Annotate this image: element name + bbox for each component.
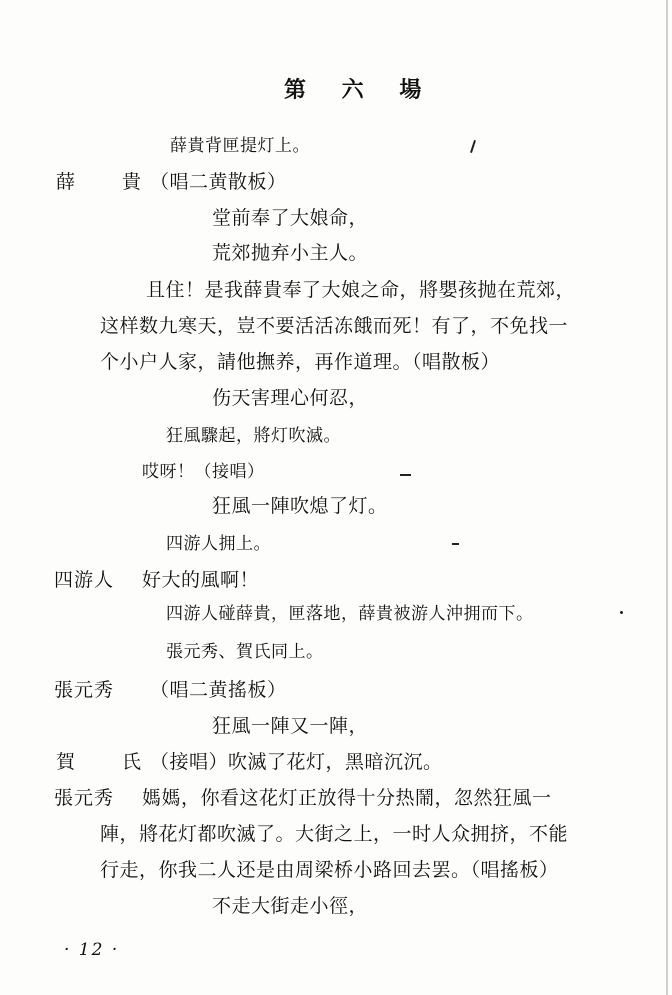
verse-line: 荒郊抛弃小主人。	[212, 242, 369, 264]
stage-direction: （唱二黄散板）	[150, 171, 287, 193]
verse-line: 狂風一陣又一陣，	[212, 715, 369, 737]
speaker-label: 薛 貴	[56, 171, 156, 193]
scene-title: 第 六 場	[284, 77, 436, 103]
dialogue-line: 个小户人家，請他撫养，再作道理。（唱散板）	[100, 351, 501, 373]
dialogue-line: 陣，將花灯都吹滅了。大街之上，一时人众拥挤，不能	[100, 823, 569, 845]
speaker-label: 賀 氏	[56, 751, 156, 773]
verse-line: 狂風一陣吹熄了灯。	[212, 495, 388, 517]
dialogue-line: 媽媽，你看这花灯正放得十分热鬧，忽然狂風一	[142, 787, 552, 809]
stray-mark	[452, 543, 459, 545]
dialogue-line: 这样数九寒天，豈不要活活冻餓而死！有了，不免找一	[100, 315, 569, 337]
dialogue-line: 且住！是我薛貴奉了大娘之命，將嬰孩抛在荒郊，	[146, 279, 576, 301]
page-number: · 12 ·	[64, 940, 120, 960]
page-edge	[666, 0, 668, 995]
dialogue-line: 好大的風啊！	[142, 569, 260, 591]
stray-mark	[400, 474, 411, 476]
dialogue-line: 哎呀！（接唱）	[142, 462, 265, 482]
stage-direction: （唱二黄搖板）	[150, 679, 287, 701]
stray-mark	[470, 140, 476, 153]
dialogue-line: （接唱）吹滅了花灯，黑暗沉沉。	[150, 751, 443, 773]
stage-direction: 四游人碰薛貴，匣落地，薛貴被游人沖拥而下。	[166, 604, 534, 624]
speaker-label: 張元秀	[54, 679, 115, 701]
verse-line: 堂前奉了大娘命，	[212, 207, 369, 229]
dialogue-line: 行走，你我二人还是由周梁桥小路回去罢。（唱搖板）	[100, 859, 559, 881]
stage-direction-1: 薛貴背匣提灯上。	[170, 136, 310, 156]
stage-direction: 四游人拥上。	[166, 534, 271, 554]
speaker-label: 張元秀	[54, 787, 115, 809]
stray-mark	[620, 611, 623, 614]
stage-direction: 張元秀、賀氏同上。	[166, 642, 324, 662]
stage-direction: 狂風驟起，將灯吹滅。	[166, 426, 341, 446]
verse-line: 伤天害理心何忍，	[212, 387, 369, 409]
verse-line: 不走大街走小徑，	[212, 895, 369, 917]
speaker-label: 四游人	[54, 569, 115, 591]
